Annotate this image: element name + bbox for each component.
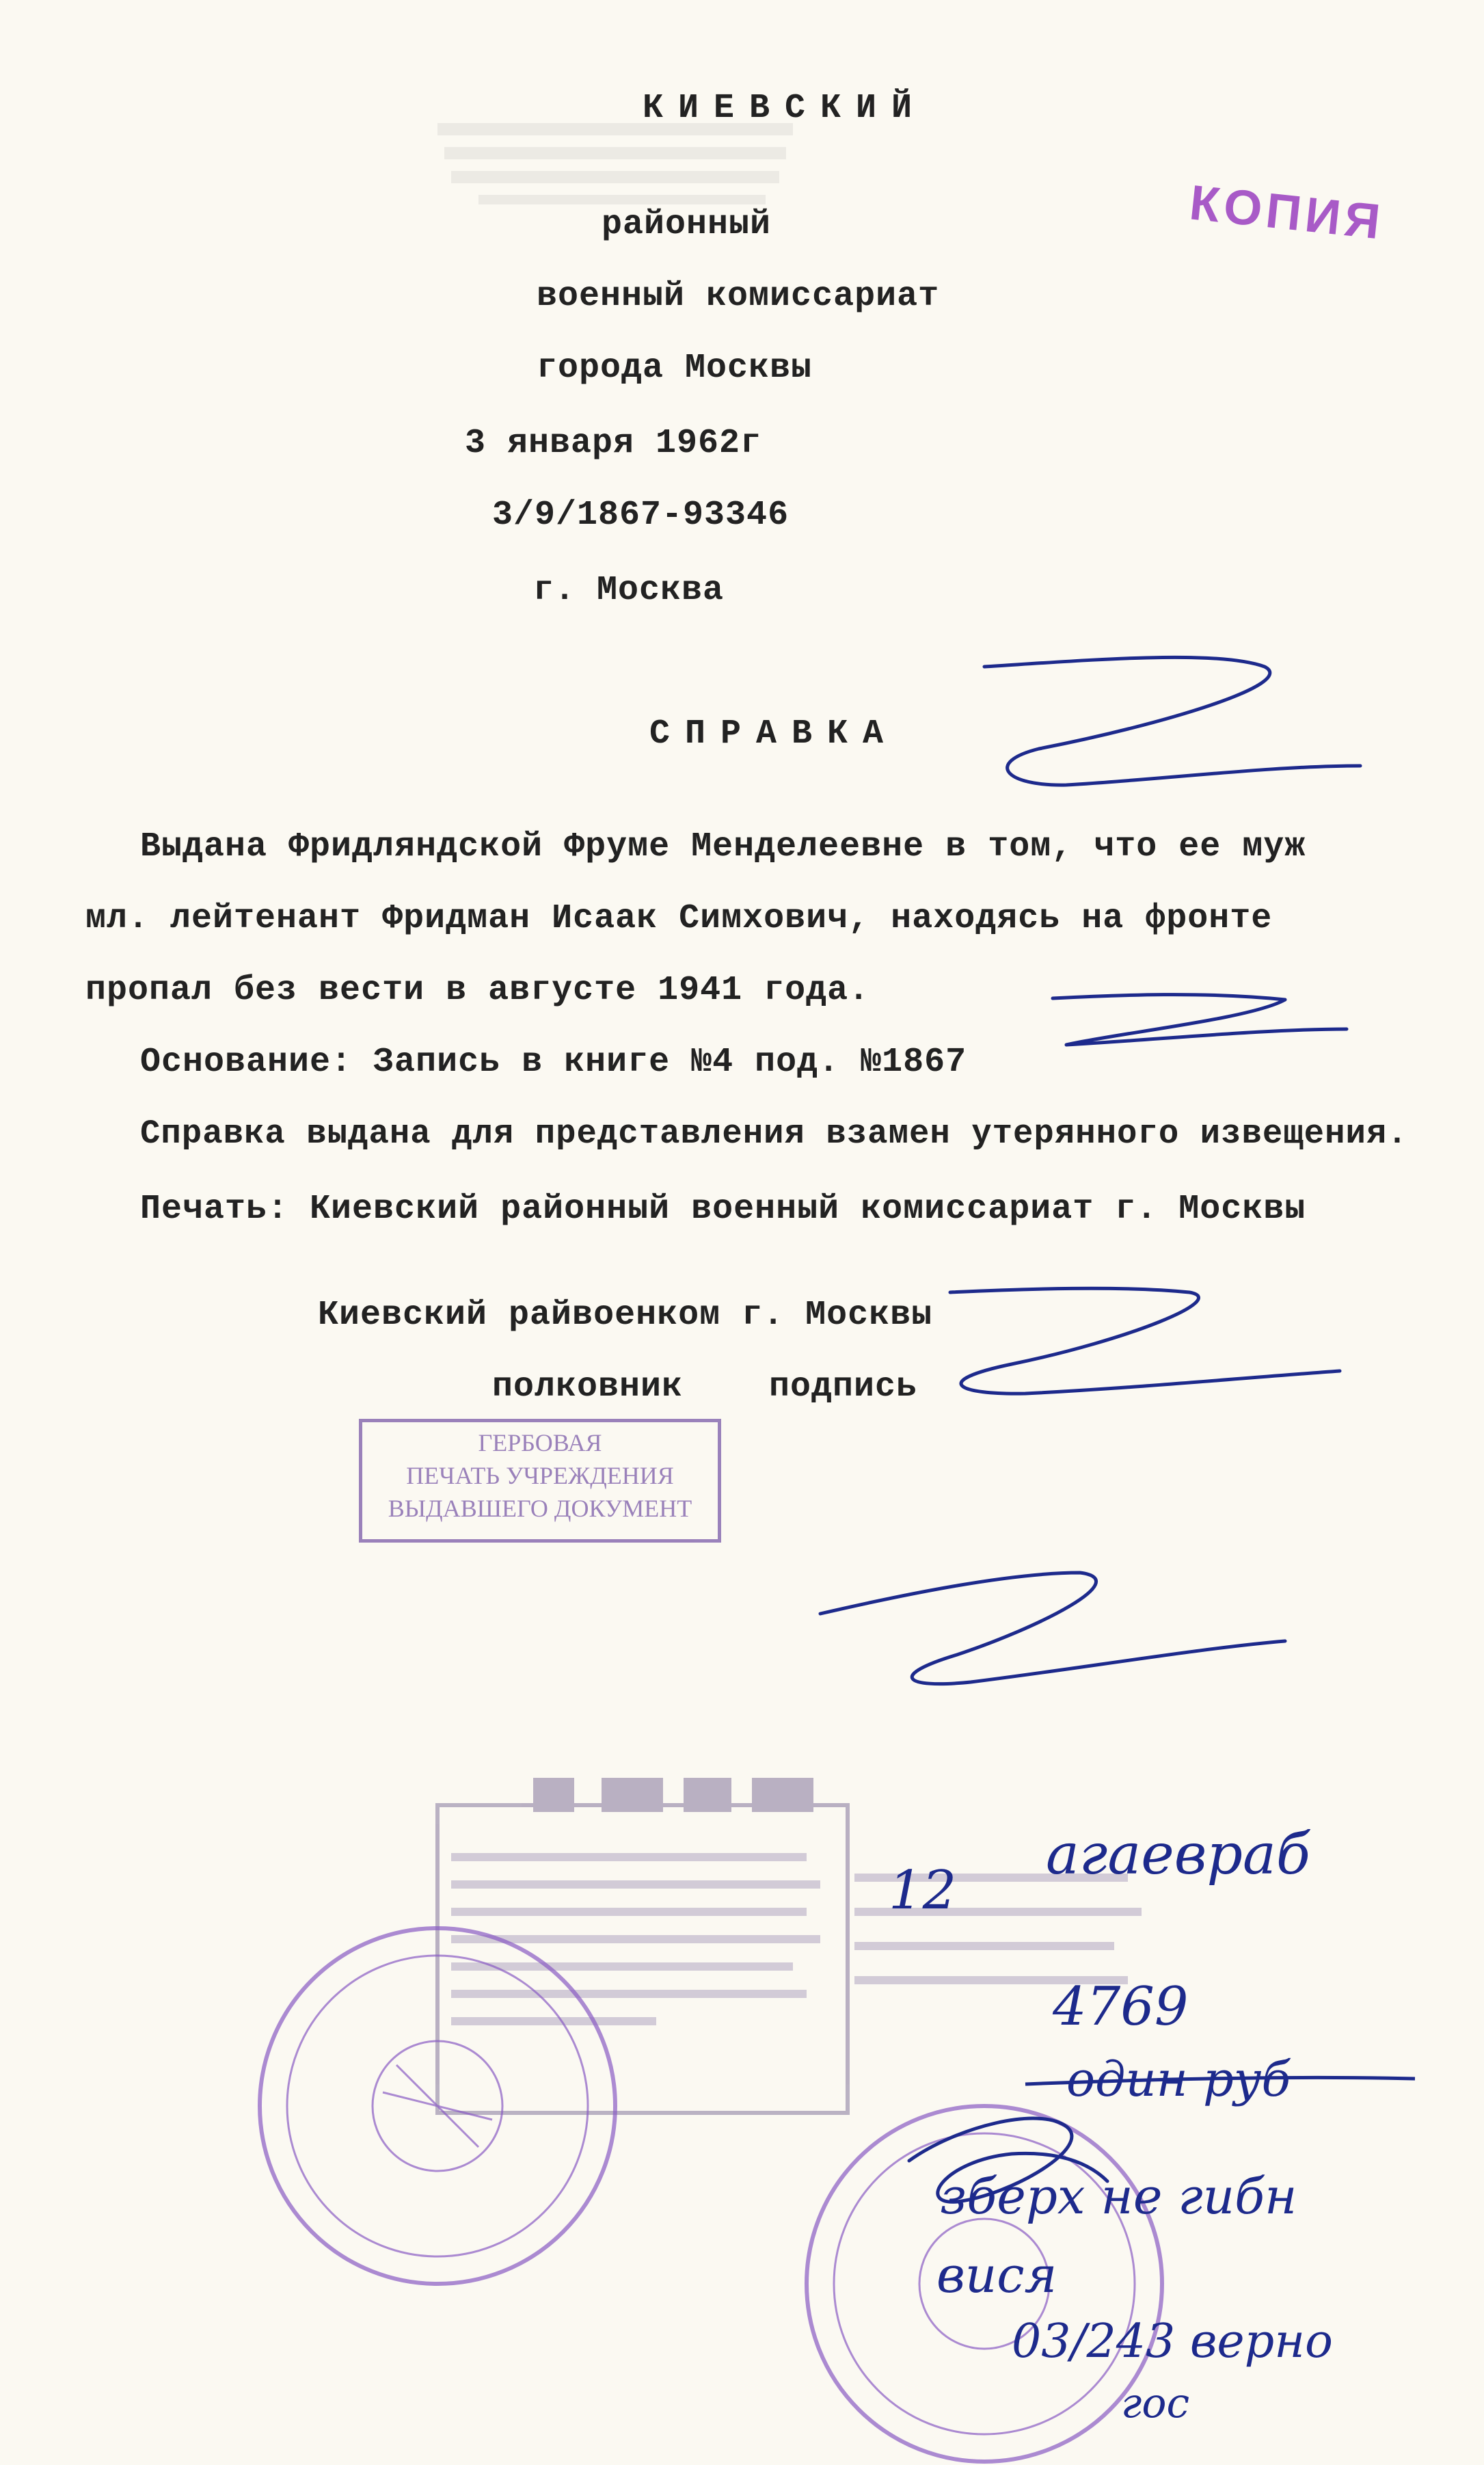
handwritten-note-4: один руб [1066,2051,1291,2107]
ink-zigzag-2 [1053,995,1347,1045]
handwritten-note-2: агаевраб [1046,1822,1310,1887]
body-seal: Печать: Киевский районный военный комиссариат г. Москвы [140,1190,1306,1229]
body-basis: Основание: Запись в книге №4 под. №1867 [140,1043,967,1082]
ink-zigzag-1 [984,657,1360,785]
handwritten-note-1: 12 [889,1860,957,1921]
header-city: г. Москва [533,571,725,610]
header-org: КИЕВСКИЙ [643,89,928,128]
header-line3: города Москвы [537,349,813,388]
handwritten-note-7: 03/243 верно [1012,2315,1333,2369]
handwritten-note-8: гос [1121,2380,1190,2427]
ghost-stamp-header [437,123,793,204]
document-date: 3 января 1962г [465,424,762,463]
seal-stamp-line-1: ГЕРБОВАЯ [478,1429,602,1456]
signature-rank: полковник [492,1368,684,1407]
signature-office: Киевский райвоенком г. Москвы [318,1296,933,1335]
ink-zigzag-4 [820,1573,1285,1684]
handwritten-note-6: вися [936,2246,1057,2304]
seal-stamp-line-3: ВЫДАВШЕГО ДОКУМЕНТ [388,1495,692,1522]
body-purpose: Справка выдана для представления взамен утерянного извещения. [140,1115,1408,1153]
body-line-1: Выдана Фридляндской Фруме Менделеевне в том, что ее муж [140,827,1306,866]
handwritten-note-5: зберх не гибн [940,2168,1297,2225]
document-reference: 3/9/1867-93346 [492,496,790,535]
header-line1: районный [602,205,772,244]
ink-zigzag-3 [950,1288,1340,1394]
body-line-3: пропал без вести в августе 1941 года. [85,971,870,1010]
seal-stamp-line-2: ПЕЧАТЬ УЧРЕЖДЕНИЯ [406,1462,674,1489]
handwritten-note-3: 4769 [1053,1976,1189,2038]
faded-rect-stamp [437,1778,1142,2113]
header-line2: военный комиссариат [537,277,940,316]
copy-stamp: КОПИЯ [1187,175,1387,250]
body-line-2: мл. лейтенант Фридман Исаак Симхович, находясь на фронте [85,899,1273,938]
signature-sign: подпись [769,1368,918,1407]
document-title: СПРАВКА [649,715,899,754]
